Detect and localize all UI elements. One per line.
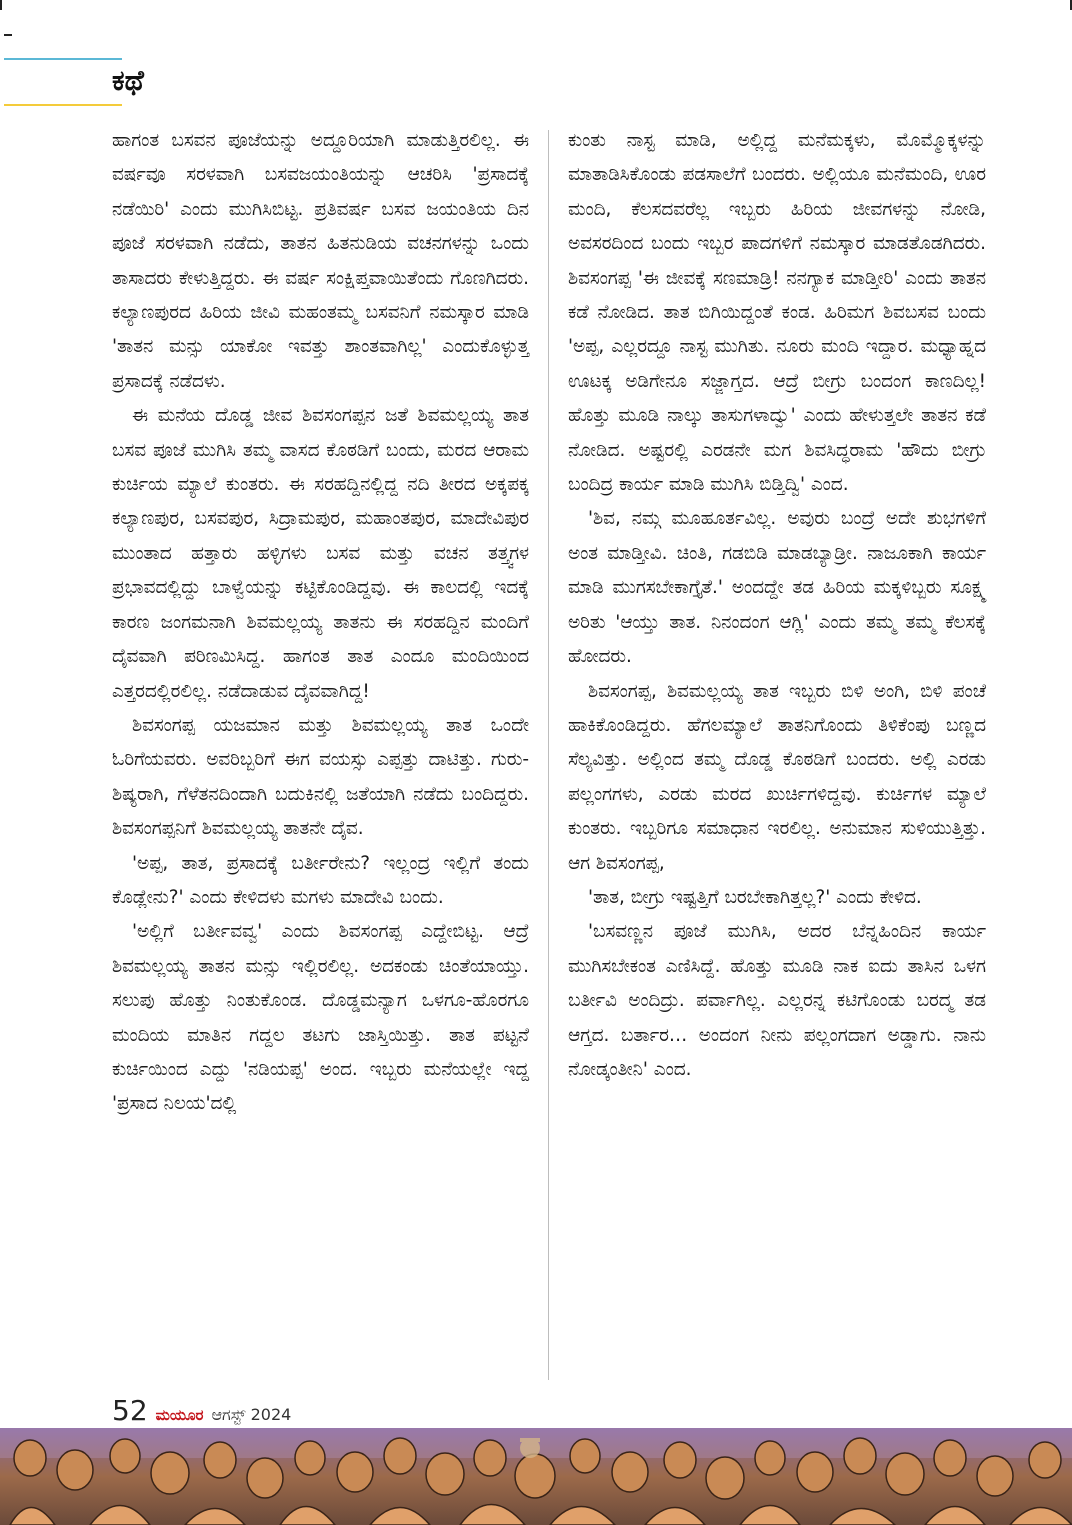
paragraph: 'ಶಿವ, ನಮ್ಗ ಮೂಹೂರ್ತವಿಲ್ಲ. ಅವುರು ಬಂದ್ರೆ ಅದೇ ಶುಭಗಳಿಗೆ ಅಂತ ಮಾಡ್ತೀವಿ. ಚಿಂತಿ, ಗಡಬಿಡಿ ಮಾಡಬ್ಯಾಡ್ರೀ. ನಾಜೂಕಾಗಿ ಕಾರ್ಯ ಮಾಡಿ ಮುಗಸಬೇಕಾಗ್ತೈತೆ.' ಅಂದದ್ದೇ ತಡ ಹಿರಿಯ ಮಕ್ಕಳಿಬ್ಬರು ಸೂಕ್ಷ್ಮ ಅರಿತು 'ಆಯ್ತು ತಾತ. ನಿನಂದಂಗ ಆಗ್ಲಿ' ಎಂದು ತಮ್ಮ ತಮ್ಮ ಕೆಲಸಕ್ಕೆ ಹೋದರು. [568, 508, 986, 668]
left-column [112, 124, 529, 1122]
crowd-illustration [0, 1428, 1072, 1525]
magazine-logo: ಮಯೂರ [155, 1406, 204, 1424]
page-footer [112, 1394, 291, 1428]
crowd-illustration-art [0, 1428, 1072, 1525]
right-column [568, 124, 986, 1087]
paragraph: ಶಿವಸಂಗಪ್ಪ, ಶಿವಮಲ್ಲಯ್ಯ ತಾತ ಇಬ್ಬರು ಬಿಳಿ ಅಂಗಿ, ಬಿಳಿ ಪಂಚೆ ಹಾಕಿಕೊಂಡಿದ್ದರು. ಹೆಗಲಮ್ಯಾಲೆ ತಾತನಿಗೊಂದು ತಿಳಿಕೆಂಪು ಬಣ್ಣದ ಸೆಲ್ಯವಿತ್ತು. ಅಲ್ಲಿಂದ ತಮ್ಮ ದೊಡ್ಡ ಕೊಠಡಿಗೆ ಬಂದರು. ಅಲ್ಲಿ ಎರಡು ಪಲ್ಲಂಗಗಳು, ಎರಡು ಮರದ ಖುರ್ಚಿಗಳಿದ್ದವು. ಕುರ್ಚಿಗಳ ಮ್ಯಾಲೆ ಕುಂತರು. ಇಬ್ಬರಿಗೂ ಸಮಾಧಾನ ಇರಲಿಲ್ಲ. ಅನುಮಾನ ಸುಳಿಯುತ್ತಿತ್ತು. ಆಗ ಶಿವಸಂಗಪ್ಪ, [568, 680, 986, 874]
paragraph: ಶಿವಸಂಗಪ್ಪ ಯಜಮಾನ ಮತ್ತು ಶಿವಮಲ್ಲಯ್ಯ ತಾತ ಒಂದೇ ಓರಿಗೆಯವರು. ಅವರಿಬ್ಬರಿಗೆ ಈಗ ವಯಸ್ಸು ಎಪ್ಪತ್ತು ದಾಟಿತ್ತು. ಗುರು-ಶಿಷ್ಯರಾಗಿ, ಗೆಳೆತನದಿಂದಾಗಿ ಬದುಕಿನಲ್ಲಿ ಜತೆಯಾಗಿ ನಡೆದು ಬಂದಿದ್ದರು. ಶಿವಸಂಗಪ್ಪನಿಗೆ ಶಿವಮಲ್ಲಯ್ಯ ತಾತನೇ ದೈವ. [112, 714, 529, 840]
crop-mark-top-left [0, 0, 2, 10]
issue-date: ಆಗಸ್ಟ್ 2024 [211, 1405, 292, 1424]
paragraph: ಕುಂತು ನಾಸ್ಟ ಮಾಡಿ, ಅಲ್ಲಿದ್ದ ಮನೆಮಕ್ಕಳು, ಮೊಮ್ಮೊಕ್ಕಳನ್ನು ಮಾತಾಡಿಸಿಕೊಂಡು ಪಡಸಾಲೆಗೆ ಬಂದರು. ಅಲ್ಲಿಯೂ ಮನೆಮಂದಿ, ಊರ ಮಂದಿ, ಕೆಲಸದವರೆಲ್ಲ ಇಬ್ಬರು ಹಿರಿಯ ಜೀವಗಳನ್ನು ನೋಡಿ, ಅವಸರದಿಂದ ಬಂದು ಇಬ್ಬರ ಪಾದಗಳಿಗೆ ನಮಸ್ಕಾರ ಮಾಡತೊಡಗಿದರು. ಶಿವಸಂಗಪ್ಪ 'ಈ ಜೀವಕ್ಕೆ ಸಣಮಾಡ್ರಿ! ನನಗ್ಯಾಕ ಮಾಡ್ತೀರಿ' ಎಂದು ತಾತನ ಕಡೆ ನೋಡಿದ. ತಾತ ಬಿಗಿಯಿದ್ದಂತೆ ಕಂಡ. ಹಿರಿಮಗ ಶಿವಬಸವ ಬಂದು 'ಅಪ್ಪ, ಎಲ್ಲರದ್ದೂ ನಾಸ್ಟ ಮುಗಿತು. ನೂರು ಮಂದಿ ಇದ್ದಾರ. ಮಧ್ಯಾಹ್ನದ ಊಟಕ್ಕ ಅಡಿಗೇನೂ ಸಜ್ಜಾಗ್ತದ. ಆದ್ರೆ ಬೀಗ್ರು ಬಂದಂಗ ಕಾಣದಿಲ್ಲ! ಹೊತ್ತು ಮೂಡಿ ನಾಲ್ಕು ತಾಸುಗಳಾದ್ವು' ಎಂದು ಹೇಳುತ್ತಲೇ ತಾತನ ಕಡೆ ನೋಡಿದ. ಅಷ್ಟರಲ್ಲಿ ಎರಡನೇ ಮಗ ಶಿವಸಿದ್ಧರಾಮ 'ಹೌದು ಬೀಗ್ರು ಬಂದಿದ್ರ ಕಾರ್ಯ ಮಾಡಿ ಮುಗಿಸಿ ಬಿಡ್ತಿದ್ವಿ' ಎಂದ. [568, 130, 986, 496]
header-rule-yellow [4, 104, 122, 106]
paragraph: ಈ ಮನೆಯ ದೊಡ್ಡ ಜೀವ ಶಿವಸಂಗಪ್ಪನ ಜತೆ ಶಿವಮಲ್ಲಯ್ಯ ತಾತ ಬಸವ ಪೂಜೆ ಮುಗಿಸಿ ತಮ್ಮ ವಾಸದ ಕೊಠಡಿಗೆ ಬಂದು, ಮರದ ಆರಾಮ ಕುರ್ಚಿಯ ಮ್ಯಾಲೆ ಕುಂತರು. ಈ ಸರಹದ್ದಿನಲ್ಲಿದ್ದ ನದಿ ತೀರದ ಅಕ್ಕಪಕ್ಕ ಕಲ್ಯಾಣಪುರ, ಬಸವಪುರ, ಸಿದ್ರಾಮಪುರ, ಮಹಾಂತಪುರ, ಮಾದೇವಿಪುರ ಮುಂತಾದ ಹತ್ತಾರು ಹಳ್ಳಿಗಳು ಬಸವ ಮತ್ತು ವಚನ ತತ್ತ್ವಗಳ ಪ್ರಭಾವದಲ್ಲಿದ್ದು ಬಾಳ್ವೆಯನ್ನು ಕಟ್ಟಿಕೊಂಡಿದ್ದವು. ಈ ಕಾಲದಲ್ಲಿ ಇದಕ್ಕೆ ಕಾರಣ ಜಂಗಮನಾಗಿ ಶಿವಮಲ್ಲಯ್ಯ ತಾತನು ಈ ಸರಹದ್ದಿನ ಮಂದಿಗೆ ದೈವವಾಗಿ ಪರಿಣಮಿಸಿದ್ದ. ಹಾಗಂತ ತಾತ ಎಂದೂ ಮಂದಿಯಿಂದ ಎತ್ತರದಲ್ಲಿರಲಿಲ್ಲ. ನಡೆದಾಡುವ ದೈವವಾಗಿದ್ದ! [112, 405, 529, 702]
paragraph: 'ತಾತ, ಬೀಗ್ರು ಇಷ್ಟತ್ತಿಗೆ ಬರಬೇಕಾಗಿತ್ತಲ್ಲ?' ಎಂದು ಕೇಳಿದ. [588, 886, 922, 908]
paragraph: 'ಅಪ್ಪ, ತಾತ, ಪ್ರಸಾದಕ್ಕೆ ಬರ್ತೀರೇನು? ಇಲ್ಲಂದ್ರ ಇಲ್ಲಿಗೆ ತಂದು ಕೊಡ್ಲೇನು?' ಎಂದು ಕೇಳಿದಳು ಮಗಳು ಮಾದೇವಿ ಬಂದು. [112, 852, 529, 908]
paragraph: ಹಾಗಂತ ಬಸವನ ಪೂಜೆಯನ್ನು ಅದ್ದೂರಿಯಾಗಿ ಮಾಡುತ್ತಿರಲಿಲ್ಲ. ಈ ವರ್ಷವೂ ಸರಳವಾಗಿ ಬಸವಜಯಂತಿಯನ್ನು ಆಚರಿಸಿ 'ಪ್ರಸಾದಕ್ಕೆ ನಡೆಯಿರಿ' ಎಂದು ಮುಗಿಸಿಬಿಟ್ಟ. ಪ್ರತಿವರ್ಷ ಬಸವ ಜಯಂತಿಯ ದಿನ ಪೂಜೆ ಸರಳವಾಗಿ ನಡೆದು, ತಾತನ ಹಿತನುಡಿಯ ವಚನಗಳನ್ನು ಒಂದು ತಾಸಾದರು ಕೇಳುತ್ತಿದ್ದರು. ಈ ವರ್ಷ ಸಂಕ್ಷಿಪ್ತವಾಯಿತೆಂದು ಗೊಣಗಿದರು. ಕಲ್ಯಾಣಪುರದ ಹಿರಿಯ ಜೀವಿ ಮಹಂತಮ್ಮ ಬಸವನಿಗೆ ನಮಸ್ಕಾರ ಮಾಡಿ 'ತಾತನ ಮನ್ಸು ಯಾಕೋ ಇವತ್ತು ಶಾಂತವಾಗಿಲ್ಲ' ಎಂದುಕೊಳ್ಳುತ್ತ ಪ್ರಸಾದಕ್ಕೆ ನಡೆದಳು. [112, 130, 529, 392]
paragraph: 'ಅಲ್ಲಿಗೆ ಬರ್ತೀವವ್ವ' ಎಂದು ಶಿವಸಂಗಪ್ಪ ಎದ್ದೇಬಿಟ್ಟ. ಆದ್ರೆ ಶಿವಮಲ್ಲಯ್ಯ ತಾತನ ಮನ್ಸು ಇಲ್ಲಿರಲಿಲ್ಲ. ಅದಕಂಡು ಚಿಂತೆಯಾಯ್ತು. ಸಲುಪು ಹೊತ್ತು ನಿಂತುಕೊಂಡ. ದೊಡ್ಡಮನ್ಯಾಗ ಒಳಗೂ-ಹೊರಗೂ ಮಂದಿಯ ಮಾತಿನ ಗದ್ದಲ ತಟಗು ಜಾಸ್ತಿಯಿತ್ತು. ತಾತ ಪಟ್ಟನೆ ಕುರ್ಚಿಯಿಂದ ಎದ್ದು 'ನಡಿಯಪ್ಪ' ಅಂದ. ಇಬ್ಬರು ಮನೆಯಲ್ಲೇ ಇದ್ದ 'ಪ್ರಸಾದ ನಿಲಯ'ದಲ್ಲಿ [112, 921, 529, 1115]
paragraph: 'ಬಸವಣ್ಣನ ಪೂಜೆ ಮುಗಿಸಿ, ಅದರ ಬೆನ್ನಹಿಂದಿನ ಕಾರ್ಯ ಮುಗಿಸಬೇಕಂತ ಎಣಿಸಿದ್ದೆ. ಹೊತ್ತು ಮೂಡಿ ನಾಕ ಐದು ತಾಸಿನ ಒಳಗ ಬರ್ತೀವಿ ಅಂದಿದ್ರು. ಪರ್ವಾಗಿಲ್ಲ. ಎಲ್ಲರನ್ನ ಕಟಿಗೊಂಡು ಬರದ್ಮ ತಡ ಆಗ್ತದ. ಬರ್ತಾರ… ಅಂದಂಗ ನೀನು ಪಲ್ಲಂಗದಾಗ ಅಡ್ಡಾಗು. ನಾನು ನೋಡ್ಕಂತೀನಿ' ಎಂದ. [568, 921, 986, 1080]
column-divider [548, 130, 549, 1380]
section-label: ಕಥೆ [112, 64, 144, 97]
header-rule-blue [4, 58, 122, 60]
crop-mark-left [4, 34, 12, 36]
page-number: 52 [112, 1394, 148, 1427]
